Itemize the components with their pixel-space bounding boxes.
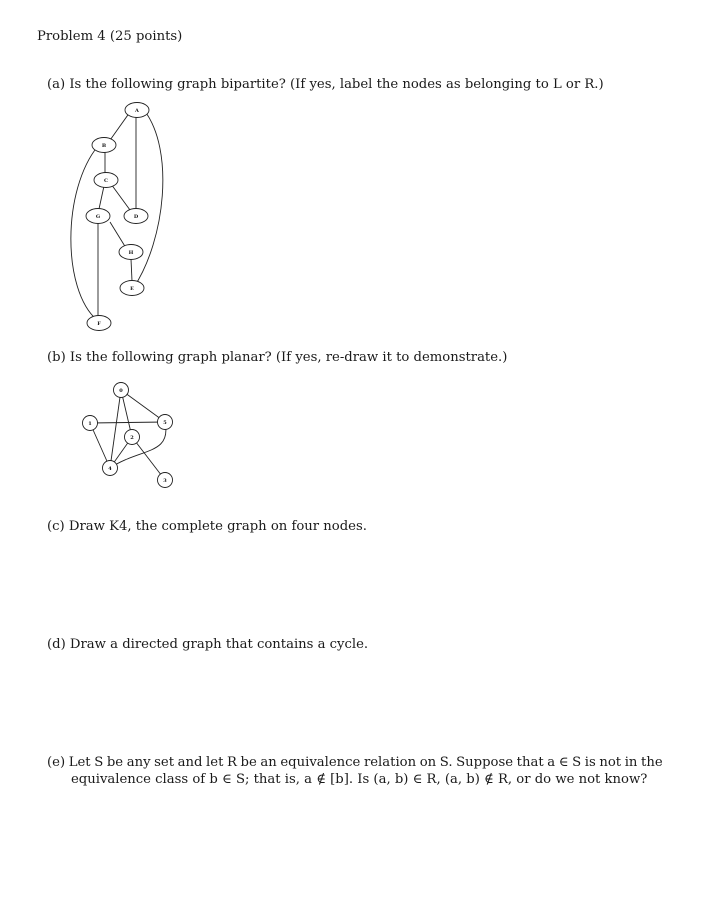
question-e-word: on [419, 755, 437, 770]
problem-title: Problem 4 (25 points) [37, 29, 183, 44]
question-e-word: relation [363, 755, 417, 770]
node-a-label: A [135, 108, 139, 114]
node-0-label: 0 [119, 388, 123, 394]
node-c-label: C [104, 178, 108, 184]
question-e-word: a [547, 755, 556, 770]
question-e-word: let [206, 755, 224, 770]
node-f-label: F [97, 321, 101, 327]
node-h-label: H [128, 250, 134, 256]
question-e-word: that [516, 755, 544, 770]
question-e-word: not [599, 755, 622, 770]
question-e-word: and [177, 755, 203, 770]
question-c: (c) Draw K4, the complete graph on four nodes. [47, 519, 367, 534]
question-d: (d) Draw a directed graph that contains a cycle. [47, 637, 369, 652]
question-e-word: is [584, 755, 596, 770]
question-e-word: R [226, 755, 237, 770]
question-e-word: ∈ [558, 755, 569, 770]
question-e-word: any [126, 755, 151, 770]
question-e-word: be [240, 755, 257, 770]
question-e-word: Suppose [456, 755, 514, 770]
node-5-label: 5 [163, 420, 167, 426]
question-e-word: (e) [47, 755, 66, 770]
question-e-word: in [624, 755, 638, 770]
question-b: (b) Is the following graph planar? (If yes, re-draw it to demonstrate.) [47, 350, 508, 365]
question-e-line2: equivalence class of b ∈ S; that is, a ∉ [b]. Is (a, b) ∈ R, (a, b) ∉ R, or do we not know? [71, 772, 648, 787]
question-a: (a) Is the following graph bipartite? (If yes, label the nodes as belonging to L or R.) [47, 77, 604, 92]
question-e-word: S. [439, 755, 453, 770]
question-e-word: an [260, 755, 277, 770]
node-4-label: 4 [108, 466, 112, 472]
node-2-label: 2 [130, 435, 134, 441]
question-e-word: S [572, 755, 582, 770]
question-e-word: S [94, 755, 104, 770]
node-b-label: B [101, 143, 107, 149]
question-e-word: be [106, 755, 124, 770]
node-e-label: E [130, 286, 134, 292]
question-e-word: equivalence [280, 755, 361, 770]
node-1-label: 1 [88, 421, 92, 427]
node-g-label: G [95, 214, 101, 220]
node-3-label: 3 [163, 478, 167, 484]
question-e-line1 [47, 755, 663, 770]
question-e-word: the [641, 755, 663, 770]
question-e-word: Let [68, 755, 91, 770]
node-d-label: D [133, 214, 139, 220]
question-e-word: set [154, 755, 175, 770]
